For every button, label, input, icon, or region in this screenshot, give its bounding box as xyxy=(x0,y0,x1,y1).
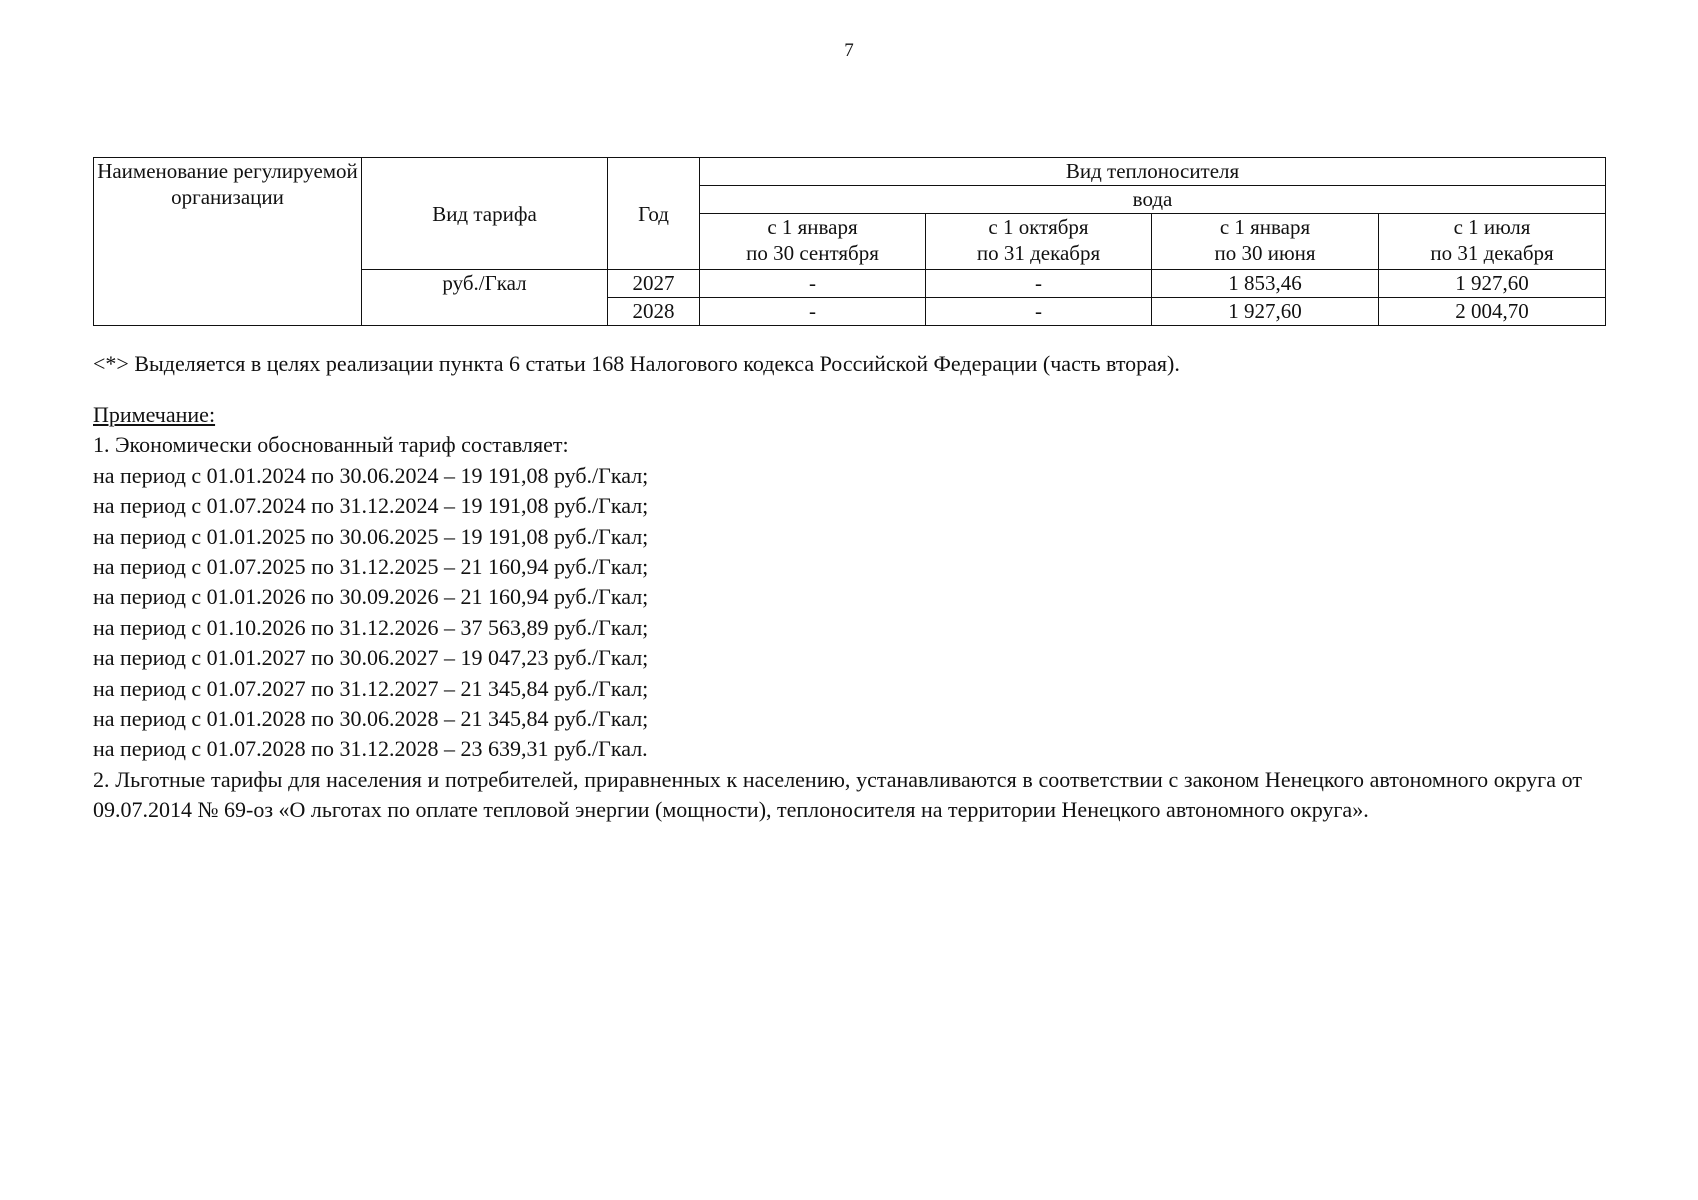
period-header-3-line2: по 30 июня xyxy=(1214,241,1316,265)
tariff-type-header xyxy=(362,158,608,270)
period-header-1-line2: по 30 сентября xyxy=(746,241,879,265)
tariff-period-line: на период с 01.07.2025 по 31.12.2025 – 21 160,94 руб./Гкал; xyxy=(93,554,649,580)
tariff-unit-cell: руб./Гкал xyxy=(362,270,608,326)
carrier-type-header: Вид теплоносителя xyxy=(700,158,1606,186)
table-header-row-1 xyxy=(94,158,1606,186)
period-header-1 xyxy=(700,214,926,270)
value-cell: - xyxy=(926,298,1152,326)
tariff-type-header-label: Вид тарифа xyxy=(432,201,537,226)
tariff-period-line: на период с 01.07.2027 по 31.12.2027 – 21 345,84 руб./Гкал; xyxy=(93,675,649,701)
year-cell: 2028 xyxy=(608,298,700,326)
footnote: <*> Выделяется в целях реализации пункта 6 статьи 168 Налогового кодекса Российской Федерации (часть вторая). xyxy=(93,351,1180,376)
value-cell: 1 927,60 xyxy=(1152,298,1379,326)
period-header-3 xyxy=(1152,214,1379,270)
period-header-2-line1: с 1 октября xyxy=(988,215,1089,239)
tariff-period-line: на период с 01.10.2026 по 31.12.2026 – 37 563,89 руб./Гкал; xyxy=(93,614,649,640)
tariff-period-line: на период с 01.01.2027 по 30.06.2027 – 19 047,23 руб./Гкал; xyxy=(93,645,649,671)
notes-heading: Примечание: xyxy=(93,402,216,427)
period-header-4 xyxy=(1379,214,1606,270)
notes-item-2: 2. Льготные тарифы для населения и потребителей, приравненных к населению, устанавливаются в соответствии с законом Ненецкого автономного округа от 09.07.2014 № 69-оз «О льготах по оплате тепловой энергии (мощности), теплоносителя на территории Ненецкого автономного округа». xyxy=(93,766,1582,823)
tariff-period-line: на период с 01.01.2024 по 30.06.2024 – 19 191,08 руб./Гкал; xyxy=(93,462,649,488)
value-cell: 1 853,46 xyxy=(1152,270,1379,298)
value-cell: - xyxy=(700,298,926,326)
notes-item-1: 1. Экономически обоснованный тариф составляет: xyxy=(93,432,569,458)
tariff-period-line: на период с 01.07.2024 по 31.12.2024 – 19 191,08 руб./Гкал; xyxy=(93,493,649,519)
tariff-table xyxy=(93,157,1606,326)
period-header-2-line2: по 31 декабря xyxy=(976,241,1101,265)
period-header-2 xyxy=(926,214,1152,270)
period-header-4-line2: по 31 декабря xyxy=(1430,241,1554,265)
year-header-label: Год xyxy=(638,201,669,226)
value-cell: - xyxy=(700,270,926,298)
tariff-period-line: на период с 01.01.2025 по 30.06.2025 – 19 191,08 руб./Гкал; xyxy=(93,523,649,549)
tariff-period-line: на период с 01.01.2028 по 30.06.2028 – 21 345,84 руб./Гкал; xyxy=(93,706,649,732)
year-cell: 2027 xyxy=(608,270,700,298)
value-cell: - xyxy=(926,270,1152,298)
period-header-4-line1: с 1 июля xyxy=(1453,215,1531,239)
period-header-3-line1: с 1 января xyxy=(1219,215,1311,239)
org-name-header: Наименование регулируемой организации xyxy=(94,158,362,326)
carrier-header: вода xyxy=(700,186,1606,214)
tariff-period-line: на период с 01.01.2026 по 30.09.2026 – 21 160,94 руб./Гкал; xyxy=(93,584,649,610)
period-header-1-line1: с 1 января xyxy=(767,215,858,239)
page-number: 7 xyxy=(844,40,854,61)
tariff-period-line: на период с 01.07.2028 по 31.12.2028 – 23 639,31 руб./Гкал. xyxy=(93,736,648,762)
year-header xyxy=(608,158,700,270)
notes-section xyxy=(93,400,1582,826)
value-cell: 1 927,60 xyxy=(1379,270,1606,298)
value-cell: 2 004,70 xyxy=(1379,298,1606,326)
